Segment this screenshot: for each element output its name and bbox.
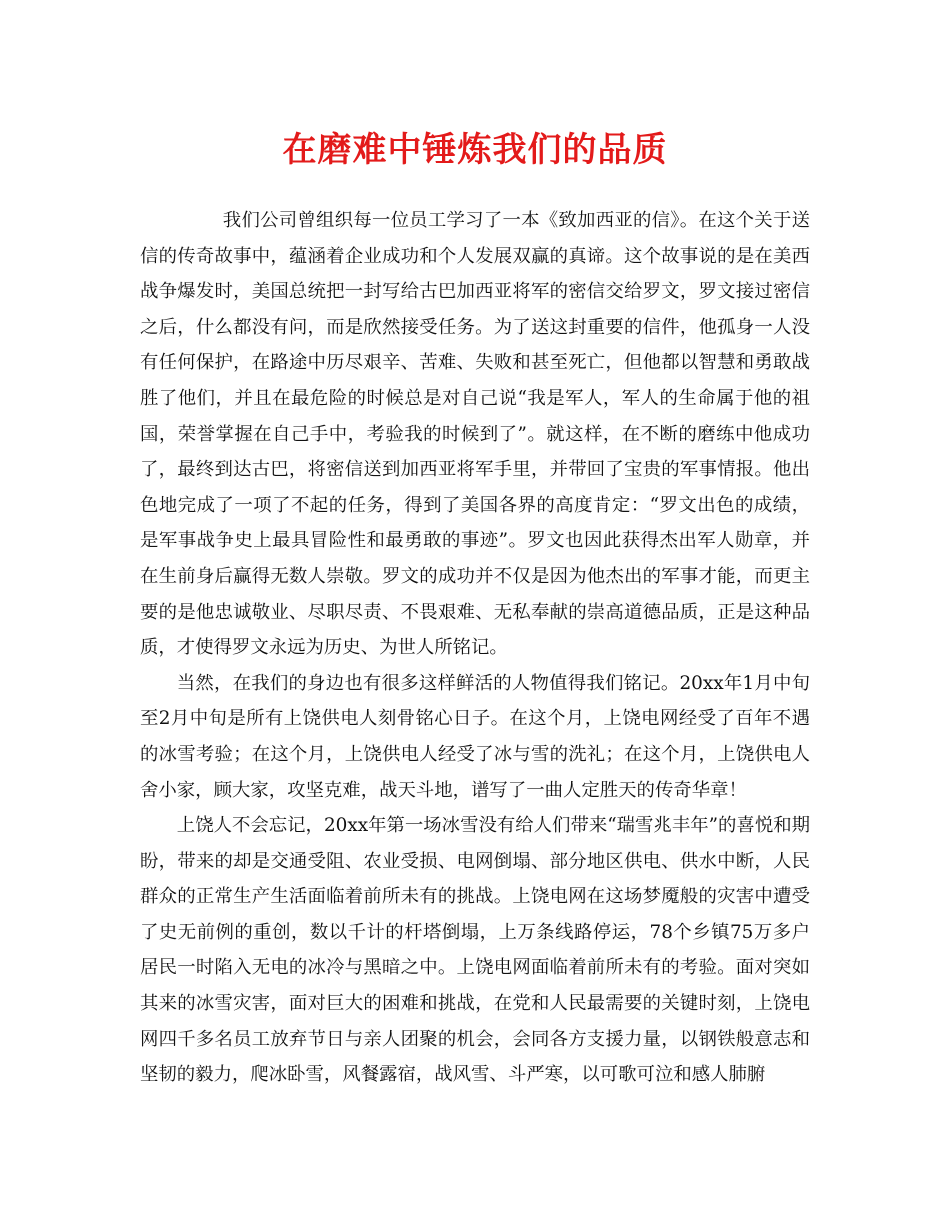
paragraph-2: 当然，在我们的身边也有很多这样鲜活的人物值得我们铭记。20xx年1月中旬至2月中旬是所有上饶供电人刻骨铭心日子。在这个月，上饶电网经受了百年不遇的冰雪考验；在这个月，上饶供电人经受了冰与雪的洗礼；在这个月，上饶供电人舍小家，顾大家，攻坚克难，战天斗地，谱写了一曲人定胜天的传奇华章！ [140,672,810,801]
paragraph-3: 上饶人不会忘记，20xx年第一场冰雪没有给人们带来“瑞雪兆丰年”的喜悦和期盼，带来的却是交通受阻、农业受损、电网倒塌、部分地区供电、供水中断，人民群众的正常生产生活面临着前所未有的挑战。上饶电网在这场梦魇般的灾害中遭受了史无前例的重创，数以千计的杆塔倒塌，上万条线路停运，78个乡镇75万多户居民一时陷入无电的冰冷与黑暗之中。上饶电网面临着前所未有的考验。面对突如其来的冰雪灾害，面对巨大的困难和挑战，在党和人民最需要的关键时刻，上饶电网四千多名员工放弃节日与亲人团聚的机会，会同各方支援力量，以钢铁般意志和坚韧的毅力，爬冰卧雪，风餐露宿，战风雪、斗严寒，以可歌可泣和感人肺腑 [140,815,810,1086]
document-body [140,203,810,1093]
document-title: 在磨难中锤炼我们的品质 [282,130,668,170]
paragraph-1: 我们公司曾组织每一位员工学习了一本《致加西亚的信》。在这个关于送信的传奇故事中，蕴涵着企业成功和个人发展双赢的真谛。这个故事说的是在美西战争爆发时，美国总统把一封写给古巴加西亚将军的密信交给罗文，罗文接过密信之后，什么都没有问，而是欣然接受任务。为了送这封重要的信件，他孤身一人没有任何保护，在路途中历尽艰辛、苦难、失败和甚至死亡，但他都以智慧和勇敢战胜了他们，并且在最危险的时候总是对自己说“我是军人，军人的生命属于他的祖国，荣誉掌握在自己手中，考验我的时候到了”。就这样，在不断的磨练中他成功了，最终到达古巴，将密信送到加西亚将军手里，并带回了宝贵的军事情报。他出色地完成了一项了不起的任务，得到了美国各界的高度肯定：“罗文出色的成绩，是军事战争史上最具冒险性和最勇敢的事迹”。罗文也因此获得杰出军人勋章，并在生前身后赢得无数人崇敬。罗文的成功并不仅是因为他杰出的军事才能，而更主要的是他忠诚敬业、尽职尽责、不畏艰难、无私奉献的崇高道德品质，正是这种品质，才使得罗文永远为历史、为世人所铭记。 [140,210,810,659]
